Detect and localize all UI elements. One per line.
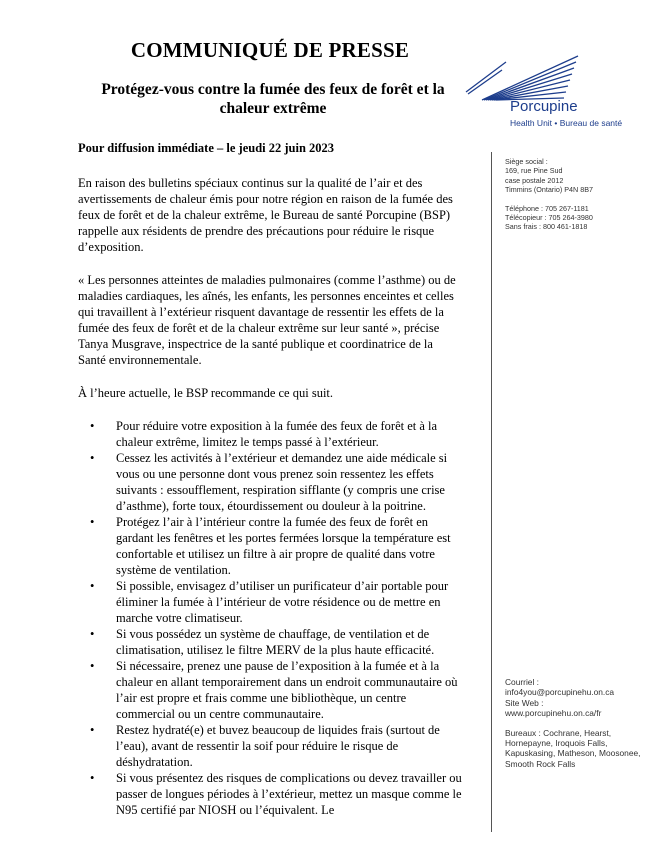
bullet-icon: • [90, 627, 95, 641]
web-link[interactable]: www.porcupinehu.on.ca/fr [505, 708, 602, 719]
release-dateline: Pour diffusion immédiate – le jeudi 22 juin 2023 [78, 141, 335, 155]
list-item [90, 770, 463, 818]
address-line: case postale 2012 [505, 175, 564, 185]
list-item-text: Si possible, envisagez d’utiliser un purificateur d’air portable pour éliminer la fumée à l’intérieur de votre résidence ou de mettre en marche votre climatiseur. [116, 579, 449, 625]
page-subtitle: Protégez-vous contre la fumée des feux de forêt et la chaleur extrême [101, 81, 445, 117]
list-item-text: Pour réduire votre exposition à la fumée des feux de forêt et à la chaleur extrême, limitez le temps passé à l’extérieur. [116, 419, 438, 449]
logo-name: Porcupine [510, 98, 578, 115]
address-line: Timmins (Ontario) P4N 8B7 [505, 185, 594, 195]
press-release-body [78, 140, 463, 818]
bullet-icon: • [90, 771, 95, 785]
list-item [90, 450, 463, 514]
bullet-icon: • [90, 451, 95, 465]
vertical-divider [491, 152, 492, 832]
fax-line: Télécopieur : 705 264-3980 [505, 213, 593, 223]
list-item-text: Si vous possédez un système de chauffage, de ventilation et de climatisation, utilisez le filtre MERV de la plus haute efficacité. [116, 627, 435, 657]
bullet-icon: • [90, 419, 95, 433]
bullet-icon: • [90, 659, 95, 673]
page-title: COMMUNIQUÉ DE PRESSE [130, 38, 410, 62]
contact-info [505, 157, 593, 232]
paragraph: À l’heure actuelle, le BSP recommande ce qui suit. [78, 386, 334, 400]
web-label: Site Web : [505, 697, 544, 708]
recommendations-list [78, 418, 463, 818]
list-item [90, 418, 463, 450]
offices-list: Bureaux : Cochrane, Hearst, Hornepayne, Iroquois Falls, Kapuskasing, Matheson, Moosonee, Smooth Rock Falls [505, 727, 641, 769]
email-link[interactable]: info4you@porcupinehu.on.ca [505, 687, 615, 698]
address-line: 169, rue Pine Sud [505, 166, 563, 176]
list-item-text: Protégez l’air à l’intérieur contre la fumée des feux de forêt en gardant les fenêtres et les portes fermées lorsque la température est confortable et utilisez un filtre à air propre de qualité dans votre système de ventilation. [116, 515, 451, 577]
tollfree-line: Sans frais : 800 461-1818 [505, 222, 588, 232]
list-item [90, 722, 463, 770]
list-item [90, 658, 463, 722]
list-item [90, 578, 463, 626]
list-item [90, 626, 463, 658]
logo-tagline: Health Unit • Bureau de santé [510, 118, 623, 128]
paragraph: En raison des bulletins spéciaux continus sur la qualité de l’air et des avertissements de chaleur émis pour notre région en raison de la fumée des feux de forêt et de la chaleur extrême, le Bureau de santé Porcupine (BSP) rappelle aux résidents de prendre des précautions pour réduire le risque d’exposition. [78, 176, 453, 254]
bullet-icon: • [90, 579, 95, 593]
bullet-icon: • [90, 515, 95, 529]
sidebar-web-offices [505, 677, 655, 769]
bullet-icon: • [90, 723, 95, 737]
email-label: Courriel : [505, 677, 539, 687]
list-item-text: Si vous présentez des risques de complications ou devez travailler ou passer de longues périodes à l’extérieur, mettez un masque comme le N95 certifié par NIOSH ou l’équivalent. Le [116, 771, 462, 817]
address-line: Siège social : [505, 157, 548, 166]
list-item-text: Restez hydraté(e) et buvez beaucoup de liquides frais (surtout de l’eau), avant de ressentir la soif pour réduire le risque de déshydratation. [116, 723, 440, 769]
list-item-text: Cessez les activités à l’extérieur et demandez une aide médicale si vous ou une personne dont vous prenez soin ressentez les effets suivants : essoufflement, respiration sifflante (y compris une crise d’asthme), forte toux, étourdissement ou douleur à la poitrine. [116, 451, 448, 513]
list-item [90, 514, 463, 578]
phone-line: Téléphone : 705 267-1181 [505, 203, 589, 213]
paragraph-quote: « Les personnes atteintes de maladies pulmonaires (comme l’asthme) ou de maladies cardiaques, les aînés, les enfants, les personnes enceintes et celles qui travaillent à l’extérieur risquent davantage de ressentir les effets de la fumée des feux de forêt et de la chaleur extrême sur leur santé », précise Tanya Musgrave, inspectrice de la santé publique et coordinatrice de la Santé environnementale. [78, 273, 456, 367]
list-item-text: Si nécessaire, prenez une pause de l’exposition à la fumée et à la chaleur en allant temporairement dans un endroit communautaire où l’air est propre et frais comme une bibliothèque, un centre commercial ou un centre communautaire. [116, 659, 458, 721]
